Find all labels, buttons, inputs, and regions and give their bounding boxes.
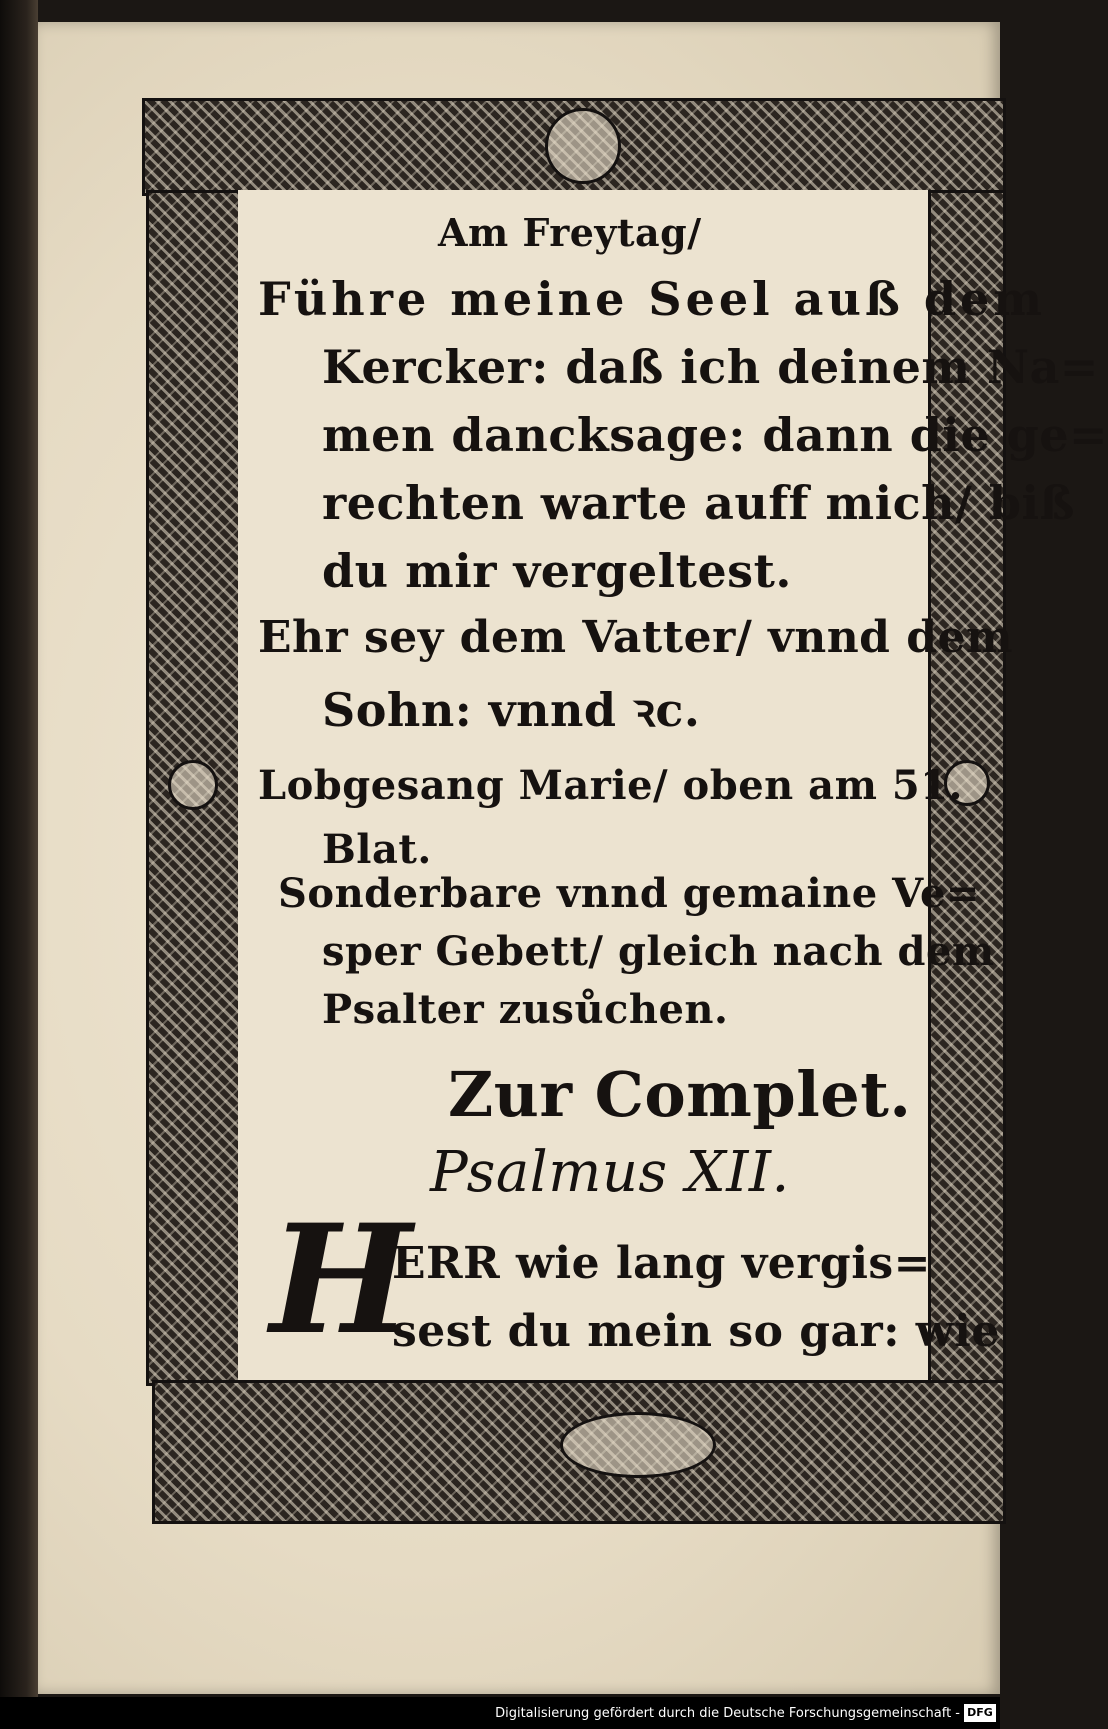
dfg-logo: DFG	[964, 1704, 996, 1722]
psalm-title: Psalmus XII.	[430, 1140, 790, 1205]
psalm-text-line: ERR wie lang vergis=	[392, 1238, 932, 1289]
section-title-complet: Zur Complet.	[448, 1058, 912, 1131]
text-line: Führe meine Seel auß dem	[258, 272, 1046, 326]
border-ornament-face	[545, 108, 621, 184]
text-line: rechten warte auff mich/ biß	[322, 476, 1075, 530]
text-line: Sohn: vnnd ꝛc.	[322, 683, 701, 737]
heading-am-freytag: Am Freytag/	[438, 210, 702, 255]
text-line: Blat.	[322, 826, 432, 873]
footer-credit: Digitalisierung gefördert durch die Deutsche Forschungsgemeinschaft -	[495, 1706, 960, 1721]
book-spine	[0, 0, 38, 1729]
border-ornament-oval	[560, 1412, 716, 1478]
text-line: Lobgesang Marie/ oben am 51.	[258, 762, 963, 809]
text-line: Ehr sey dem Vatter/ vnnd dem	[258, 612, 1014, 663]
psalm-text-line: sest du mein so gar: wie	[392, 1306, 1000, 1357]
border-ornament-left	[168, 760, 218, 810]
text-line: du mir vergeltest.	[322, 544, 792, 598]
text-line: sper Gebett/ gleich nach dem	[322, 928, 995, 975]
text-line: Sonderbare vnnd gemaine Ve=	[278, 870, 980, 917]
drop-cap: H	[270, 1192, 412, 1368]
text-line: Psalter zusůchen.	[322, 986, 729, 1033]
text-line: men dancksage: dann die ge=	[322, 408, 1108, 462]
text-line: Kercker: daß ich deinem Na=	[322, 340, 1099, 394]
